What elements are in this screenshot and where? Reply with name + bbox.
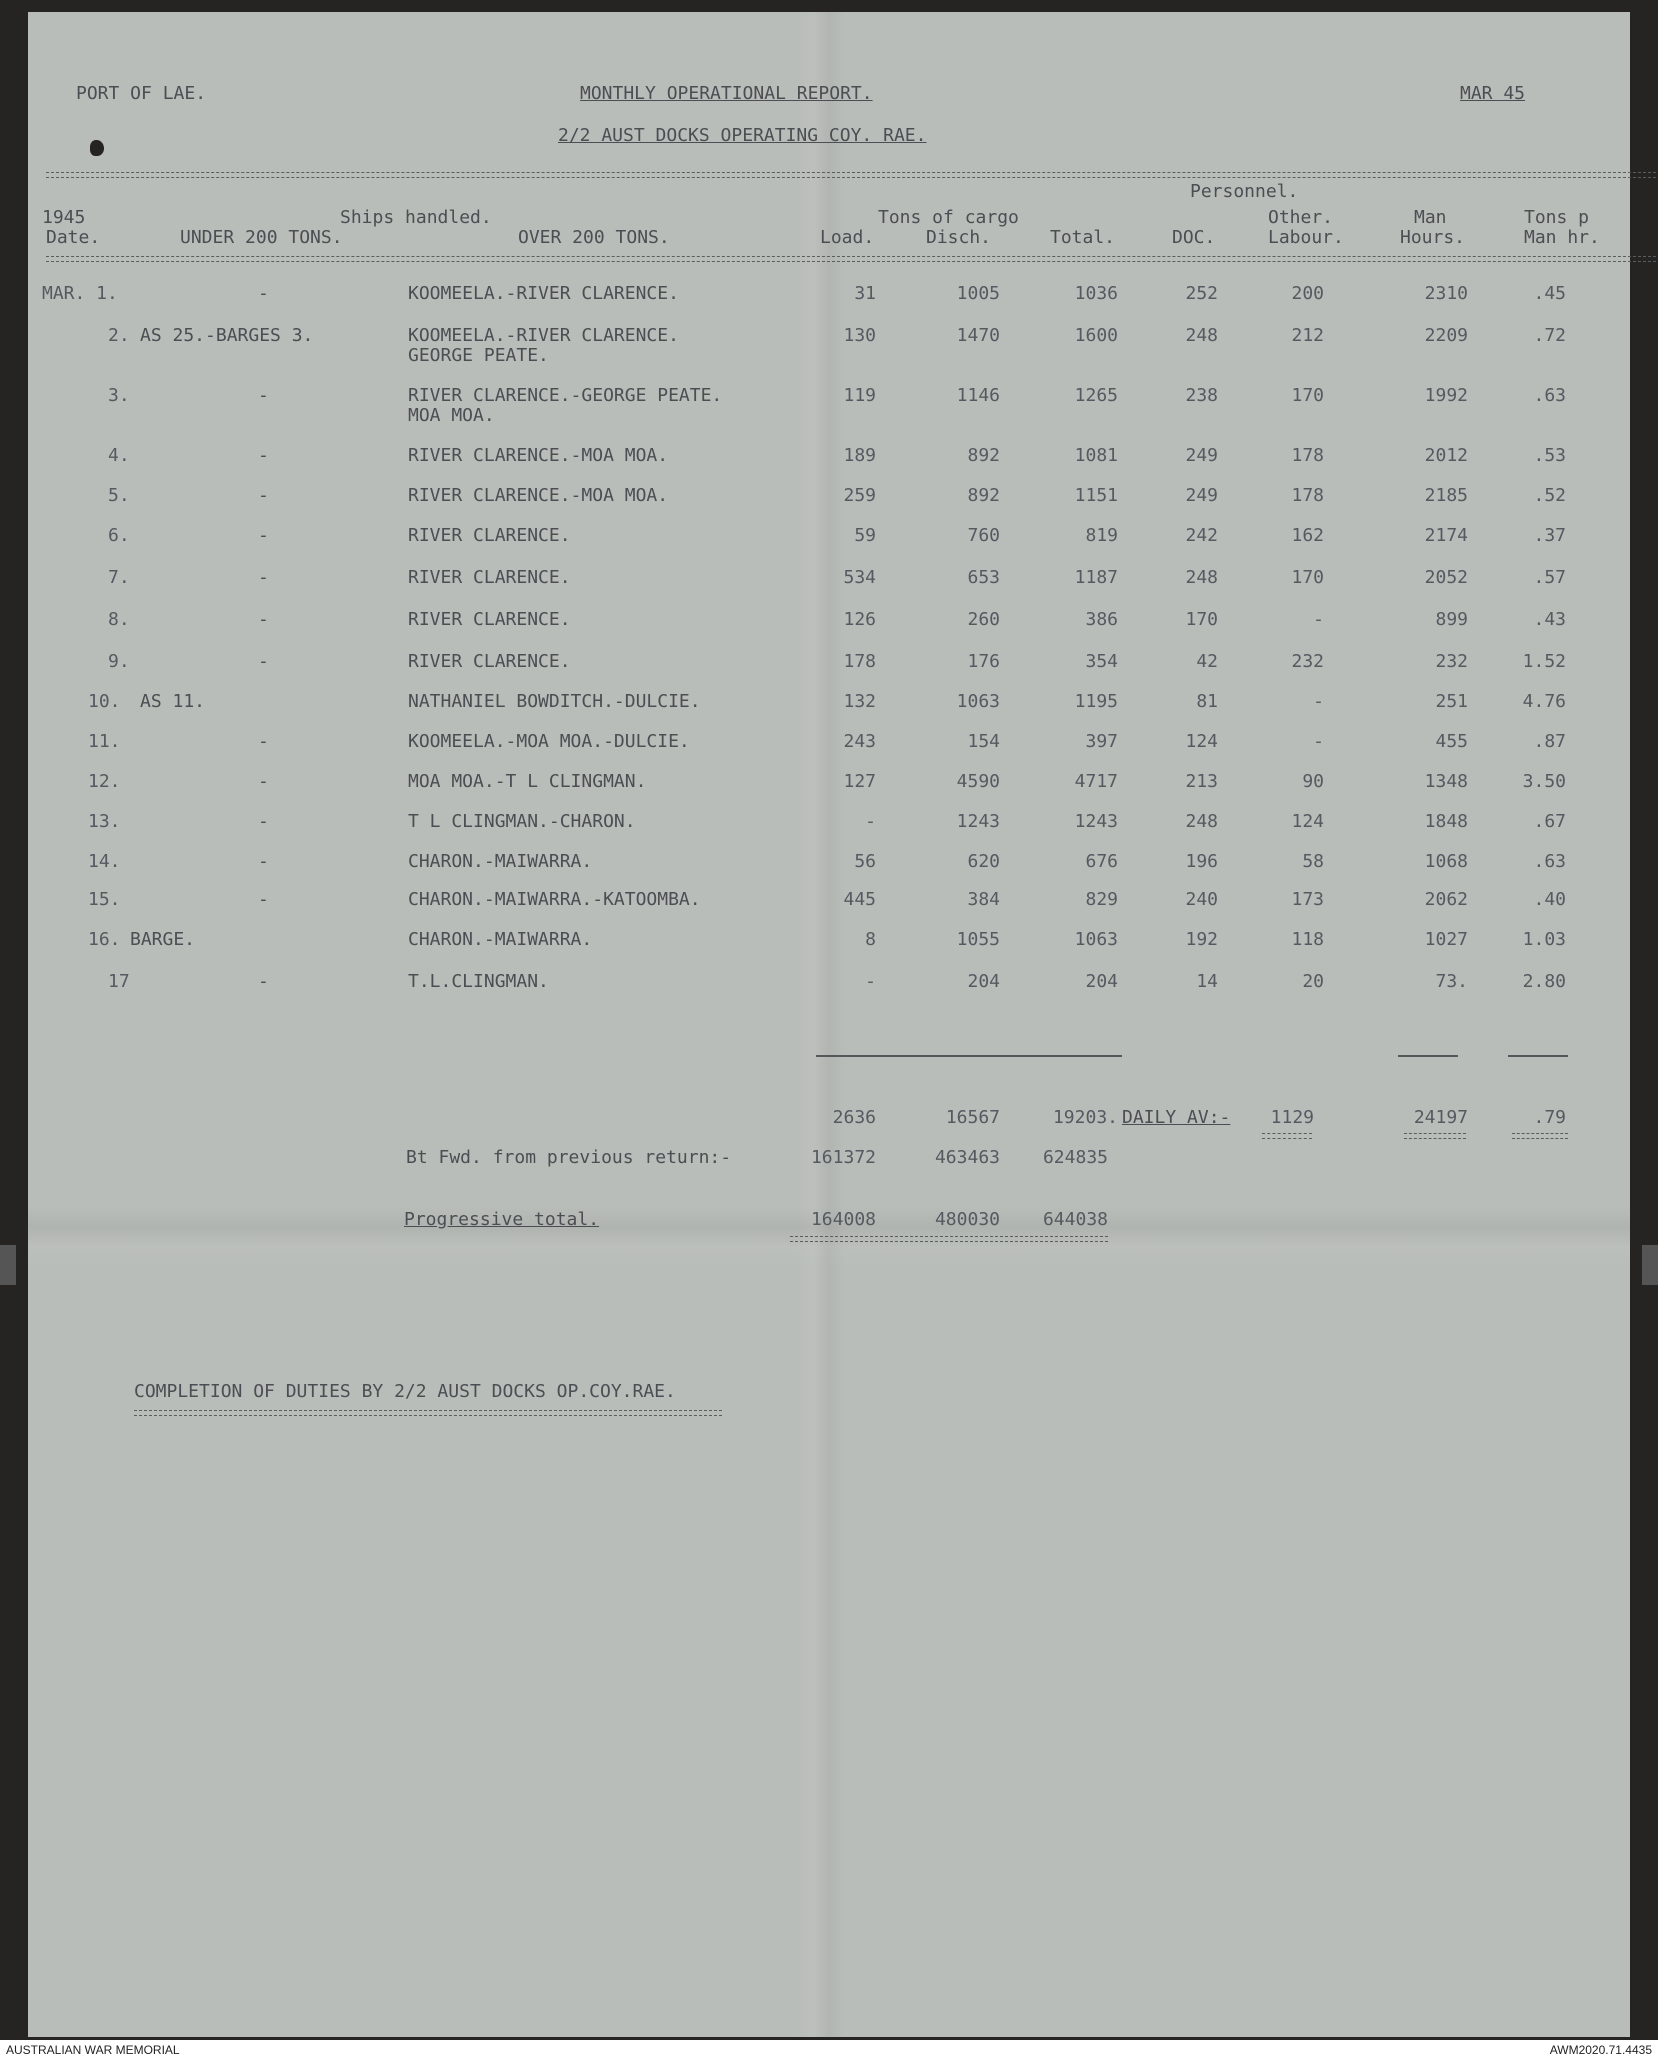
row-load: 445 xyxy=(843,889,876,910)
row-doc: 248 xyxy=(1185,325,1218,346)
row-date: 15. xyxy=(88,889,121,910)
report-title: MONTHLY OPERATIONAL REPORT. xyxy=(580,83,873,104)
row-load: 132 xyxy=(843,691,876,712)
row-total: 397 xyxy=(1085,731,1118,752)
row-doc: 248 xyxy=(1185,567,1218,588)
row-load: 56 xyxy=(854,851,876,872)
row-other: 20 xyxy=(1302,971,1324,992)
row-load: 8 xyxy=(865,929,876,950)
row-date: 16. xyxy=(88,929,121,950)
col-disch: Disch. xyxy=(926,227,992,248)
row-date: 4. xyxy=(108,445,130,466)
row-hours: 1848 xyxy=(1424,811,1468,832)
row-total: 204 xyxy=(1085,971,1118,992)
header-rule-bottom xyxy=(46,256,1656,262)
row-total: 1036 xyxy=(1074,283,1118,304)
row-over: RIVER CLARENCE.-MOA MOA. xyxy=(408,485,669,506)
row-over: RIVER CLARENCE.-GEORGE PEATE. xyxy=(408,385,723,406)
row-load: 59 xyxy=(854,525,876,546)
row-under: - xyxy=(258,971,269,992)
row-disch: 1243 xyxy=(956,811,1000,832)
col-other-1: Other. xyxy=(1268,207,1334,228)
row-rate: 4.76 xyxy=(1522,691,1566,712)
hours-double-rule xyxy=(1404,1133,1466,1139)
row-total: 1151 xyxy=(1074,485,1118,506)
row-over: RIVER CLARENCE.-MOA MOA. xyxy=(408,445,669,466)
row-rate: 3.50 xyxy=(1522,771,1566,792)
paper-damage xyxy=(90,140,104,156)
row-doc: 240 xyxy=(1185,889,1218,910)
row-date: 5. xyxy=(108,485,130,506)
hours-total-underline xyxy=(1398,1055,1458,1057)
row-other: 170 xyxy=(1291,567,1324,588)
row-other: 58 xyxy=(1302,851,1324,872)
row-doc: 252 xyxy=(1185,283,1218,304)
col-under: UNDER 200 TONS. xyxy=(180,227,343,248)
document-page xyxy=(28,12,1630,2037)
total-hours: 24197 xyxy=(1413,1107,1468,1128)
row-under: BARGE. xyxy=(130,929,196,950)
row-disch: 1005 xyxy=(956,283,1000,304)
row-doc: 238 xyxy=(1185,385,1218,406)
row-doc: 81 xyxy=(1196,691,1218,712)
row-other: 90 xyxy=(1302,771,1324,792)
row-date: 17 xyxy=(108,971,130,992)
daily-av-double-rule xyxy=(1262,1133,1312,1139)
archive-footer xyxy=(0,2040,1658,2061)
row-total: 1243 xyxy=(1074,811,1118,832)
row-load: 178 xyxy=(843,651,876,672)
bf-total: 624835 xyxy=(1042,1147,1108,1168)
col-date: Date. xyxy=(46,227,101,248)
row-over: RIVER CLARENCE. xyxy=(408,525,571,546)
row-disch: 384 xyxy=(967,889,1000,910)
header-rule-top xyxy=(46,172,1656,178)
row-disch: 1470 xyxy=(956,325,1000,346)
rate-total-underline xyxy=(1508,1055,1568,1057)
row-rate: .43 xyxy=(1533,609,1566,630)
daily-av-label: DAILY AV:- xyxy=(1122,1107,1231,1128)
row-date: 2. xyxy=(108,325,130,346)
row-total: 676 xyxy=(1085,851,1118,872)
row-date: 9. xyxy=(108,651,130,672)
row-load: 127 xyxy=(843,771,876,792)
row-under: - xyxy=(258,485,269,506)
row-total: 1081 xyxy=(1074,445,1118,466)
row-over: MOA MOA.-T L CLINGMAN. xyxy=(408,771,647,792)
row-under: - xyxy=(258,731,269,752)
bf-disch: 463463 xyxy=(934,1147,1000,1168)
row-doc: 248 xyxy=(1185,811,1218,832)
row-date: 7. xyxy=(108,567,130,588)
row-rate: .57 xyxy=(1533,567,1566,588)
row-rate: 1.52 xyxy=(1522,651,1566,672)
report-month: MAR 45 xyxy=(1460,83,1526,104)
completion-note: COMPLETION OF DUTIES BY 2/2 AUST DOCKS OP.COY.RAE. xyxy=(134,1381,676,1402)
row-rate: .45 xyxy=(1533,283,1566,304)
row-over-continued: GEORGE PEATE. xyxy=(408,345,549,366)
row-disch: 653 xyxy=(967,567,1000,588)
row-date: 8. xyxy=(108,609,130,630)
row-rate: .40 xyxy=(1533,889,1566,910)
row-date: 3. xyxy=(108,385,130,406)
row-over: CHARON.-MAIWARRA.-KATOOMBA. xyxy=(408,889,701,910)
row-load: 119 xyxy=(843,385,876,406)
row-under: - xyxy=(258,609,269,630)
row-hours: 2012 xyxy=(1424,445,1468,466)
row-total: 354 xyxy=(1085,651,1118,672)
total-total: 19203. xyxy=(1052,1107,1118,1128)
report-subtitle: 2/2 AUST DOCKS OPERATING COY. RAE. xyxy=(558,125,927,146)
row-date: 11. xyxy=(88,731,121,752)
row-over: CHARON.-MAIWARRA. xyxy=(408,929,593,950)
row-doc: 213 xyxy=(1185,771,1218,792)
row-date: 13. xyxy=(88,811,121,832)
row-disch: 1055 xyxy=(956,929,1000,950)
row-other: 118 xyxy=(1291,929,1324,950)
prog-total: 644038 xyxy=(1042,1209,1108,1230)
row-load: - xyxy=(865,811,876,832)
prog-load: 164008 xyxy=(810,1209,876,1230)
row-other: 162 xyxy=(1291,525,1324,546)
row-other: - xyxy=(1313,609,1324,630)
row-date: MAR. 1. xyxy=(42,283,118,304)
row-hours: 2209 xyxy=(1424,325,1468,346)
row-date: 10. xyxy=(88,691,121,712)
row-disch: 892 xyxy=(967,445,1000,466)
row-over: KOOMEELA.-RIVER CLARENCE. xyxy=(408,325,679,346)
row-date: 6. xyxy=(108,525,130,546)
row-doc: 192 xyxy=(1185,929,1218,950)
row-under: - xyxy=(258,651,269,672)
row-hours: 2174 xyxy=(1424,525,1468,546)
row-doc: 14 xyxy=(1196,971,1218,992)
row-doc: 42 xyxy=(1196,651,1218,672)
row-under: - xyxy=(258,445,269,466)
row-date: 14. xyxy=(88,851,121,872)
row-disch: 1063 xyxy=(956,691,1000,712)
row-rate: .87 xyxy=(1533,731,1566,752)
row-rate: .52 xyxy=(1533,485,1566,506)
row-disch: 204 xyxy=(967,971,1000,992)
row-other: 178 xyxy=(1291,485,1324,506)
row-total: 1600 xyxy=(1074,325,1118,346)
row-under: AS 11. xyxy=(140,691,206,712)
row-hours: 2052 xyxy=(1424,567,1468,588)
row-under: - xyxy=(258,851,269,872)
row-other: 232 xyxy=(1291,651,1324,672)
row-other: - xyxy=(1313,731,1324,752)
row-hours: 455 xyxy=(1435,731,1468,752)
row-over: T.L.CLINGMAN. xyxy=(408,971,549,992)
row-under: - xyxy=(258,889,269,910)
binding-clip-right xyxy=(1642,1245,1658,1285)
col-over: OVER 200 TONS. xyxy=(518,227,670,248)
row-hours: 2185 xyxy=(1424,485,1468,506)
row-load: 534 xyxy=(843,567,876,588)
row-hours: 73. xyxy=(1435,971,1468,992)
row-rate: 1.03 xyxy=(1522,929,1566,950)
row-total: 386 xyxy=(1085,609,1118,630)
row-disch: 1146 xyxy=(956,385,1000,406)
row-other: 212 xyxy=(1291,325,1324,346)
row-under: - xyxy=(258,811,269,832)
row-over: T L CLINGMAN.-CHARON. xyxy=(408,811,636,832)
binding-clip-left xyxy=(0,1245,16,1285)
col-ships-handled: Ships handled. xyxy=(340,207,492,228)
row-other: 178 xyxy=(1291,445,1324,466)
row-rate: .72 xyxy=(1533,325,1566,346)
row-disch: 4590 xyxy=(956,771,1000,792)
row-load: 259 xyxy=(843,485,876,506)
brought-forward-label: Bt Fwd. from previous return:- xyxy=(406,1147,732,1168)
row-total: 819 xyxy=(1085,525,1118,546)
row-total: 1195 xyxy=(1074,691,1118,712)
row-rate: .63 xyxy=(1533,385,1566,406)
row-hours: 2062 xyxy=(1424,889,1468,910)
row-date: 12. xyxy=(88,771,121,792)
row-disch: 260 xyxy=(967,609,1000,630)
row-rate: .53 xyxy=(1533,445,1566,466)
col-other-2: Labour. xyxy=(1268,227,1344,248)
archive-name: AUSTRALIAN WAR MEMORIAL xyxy=(6,2043,180,2057)
row-hours: 1068 xyxy=(1424,851,1468,872)
row-rate: .37 xyxy=(1533,525,1566,546)
col-man-1: Man xyxy=(1414,207,1447,228)
row-load: 189 xyxy=(843,445,876,466)
completion-double-rule xyxy=(134,1410,722,1416)
row-total: 1063 xyxy=(1074,929,1118,950)
row-total: 1265 xyxy=(1074,385,1118,406)
row-hours: 1348 xyxy=(1424,771,1468,792)
row-under: - xyxy=(258,567,269,588)
row-load: 130 xyxy=(843,325,876,346)
archive-reference: AWM2020.71.4435 xyxy=(1549,2043,1652,2057)
row-load: 126 xyxy=(843,609,876,630)
col-year: 1945 xyxy=(42,207,86,228)
col-load: Load. xyxy=(820,227,875,248)
port-name: PORT OF LAE. xyxy=(76,83,207,104)
row-hours: 1992 xyxy=(1424,385,1468,406)
row-rate: 2.80 xyxy=(1522,971,1566,992)
cargo-total-underline xyxy=(816,1055,1122,1057)
row-total: 4717 xyxy=(1074,771,1118,792)
row-under: - xyxy=(258,525,269,546)
row-hours: 2310 xyxy=(1424,283,1468,304)
rate-double-rule xyxy=(1512,1133,1568,1139)
row-under: - xyxy=(258,283,269,304)
progressive-double-rule xyxy=(790,1236,1108,1242)
row-total: 829 xyxy=(1085,889,1118,910)
row-other: - xyxy=(1313,691,1324,712)
row-over-continued: MOA MOA. xyxy=(408,405,495,426)
col-tons-per-2: Man hr. xyxy=(1524,227,1600,248)
row-over: CHARON.-MAIWARRA. xyxy=(408,851,593,872)
bf-load: 161372 xyxy=(810,1147,876,1168)
row-rate: .67 xyxy=(1533,811,1566,832)
row-under: - xyxy=(258,385,269,406)
row-over: KOOMEELA.-RIVER CLARENCE. xyxy=(408,283,679,304)
row-over: RIVER CLARENCE. xyxy=(408,567,571,588)
row-under: - xyxy=(258,771,269,792)
row-disch: 892 xyxy=(967,485,1000,506)
row-doc: 124 xyxy=(1185,731,1218,752)
row-other: 170 xyxy=(1291,385,1324,406)
row-hours: 251 xyxy=(1435,691,1468,712)
col-personnel: Personnel. xyxy=(1190,181,1299,202)
col-tons-of-cargo: Tons of cargo xyxy=(878,207,1019,228)
row-over: RIVER CLARENCE. xyxy=(408,651,571,672)
col-doc: DOC. xyxy=(1172,227,1216,248)
row-load: 243 xyxy=(843,731,876,752)
daily-av-value: 1129 xyxy=(1270,1107,1314,1128)
row-over: NATHANIEL BOWDITCH.-DULCIE. xyxy=(408,691,701,712)
col-total: Total. xyxy=(1050,227,1116,248)
row-doc: 249 xyxy=(1185,445,1218,466)
row-hours: 1027 xyxy=(1424,929,1468,950)
total-load: 2636 xyxy=(832,1107,876,1128)
row-hours: 899 xyxy=(1435,609,1468,630)
row-disch: 154 xyxy=(967,731,1000,752)
col-tons-per-1: Tons p xyxy=(1524,207,1590,228)
row-disch: 760 xyxy=(967,525,1000,546)
row-other: 124 xyxy=(1291,811,1324,832)
row-doc: 170 xyxy=(1185,609,1218,630)
row-under: AS 25.-BARGES 3. xyxy=(140,325,314,346)
row-load: - xyxy=(865,971,876,992)
col-man-2: Hours. xyxy=(1400,227,1466,248)
row-over: RIVER CLARENCE. xyxy=(408,609,571,630)
row-doc: 249 xyxy=(1185,485,1218,506)
row-disch: 176 xyxy=(967,651,1000,672)
row-other: 200 xyxy=(1291,283,1324,304)
row-over: KOOMEELA.-MOA MOA.-DULCIE. xyxy=(408,731,690,752)
total-rate: .79 xyxy=(1533,1107,1566,1128)
prog-disch: 480030 xyxy=(934,1209,1000,1230)
row-doc: 242 xyxy=(1185,525,1218,546)
row-total: 1187 xyxy=(1074,567,1118,588)
row-rate: .63 xyxy=(1533,851,1566,872)
row-hours: 232 xyxy=(1435,651,1468,672)
row-disch: 620 xyxy=(967,851,1000,872)
progressive-label: Progressive total. xyxy=(404,1209,600,1230)
row-other: 173 xyxy=(1291,889,1324,910)
row-load: 31 xyxy=(854,283,876,304)
row-doc: 196 xyxy=(1185,851,1218,872)
total-disch: 16567 xyxy=(945,1107,1000,1128)
